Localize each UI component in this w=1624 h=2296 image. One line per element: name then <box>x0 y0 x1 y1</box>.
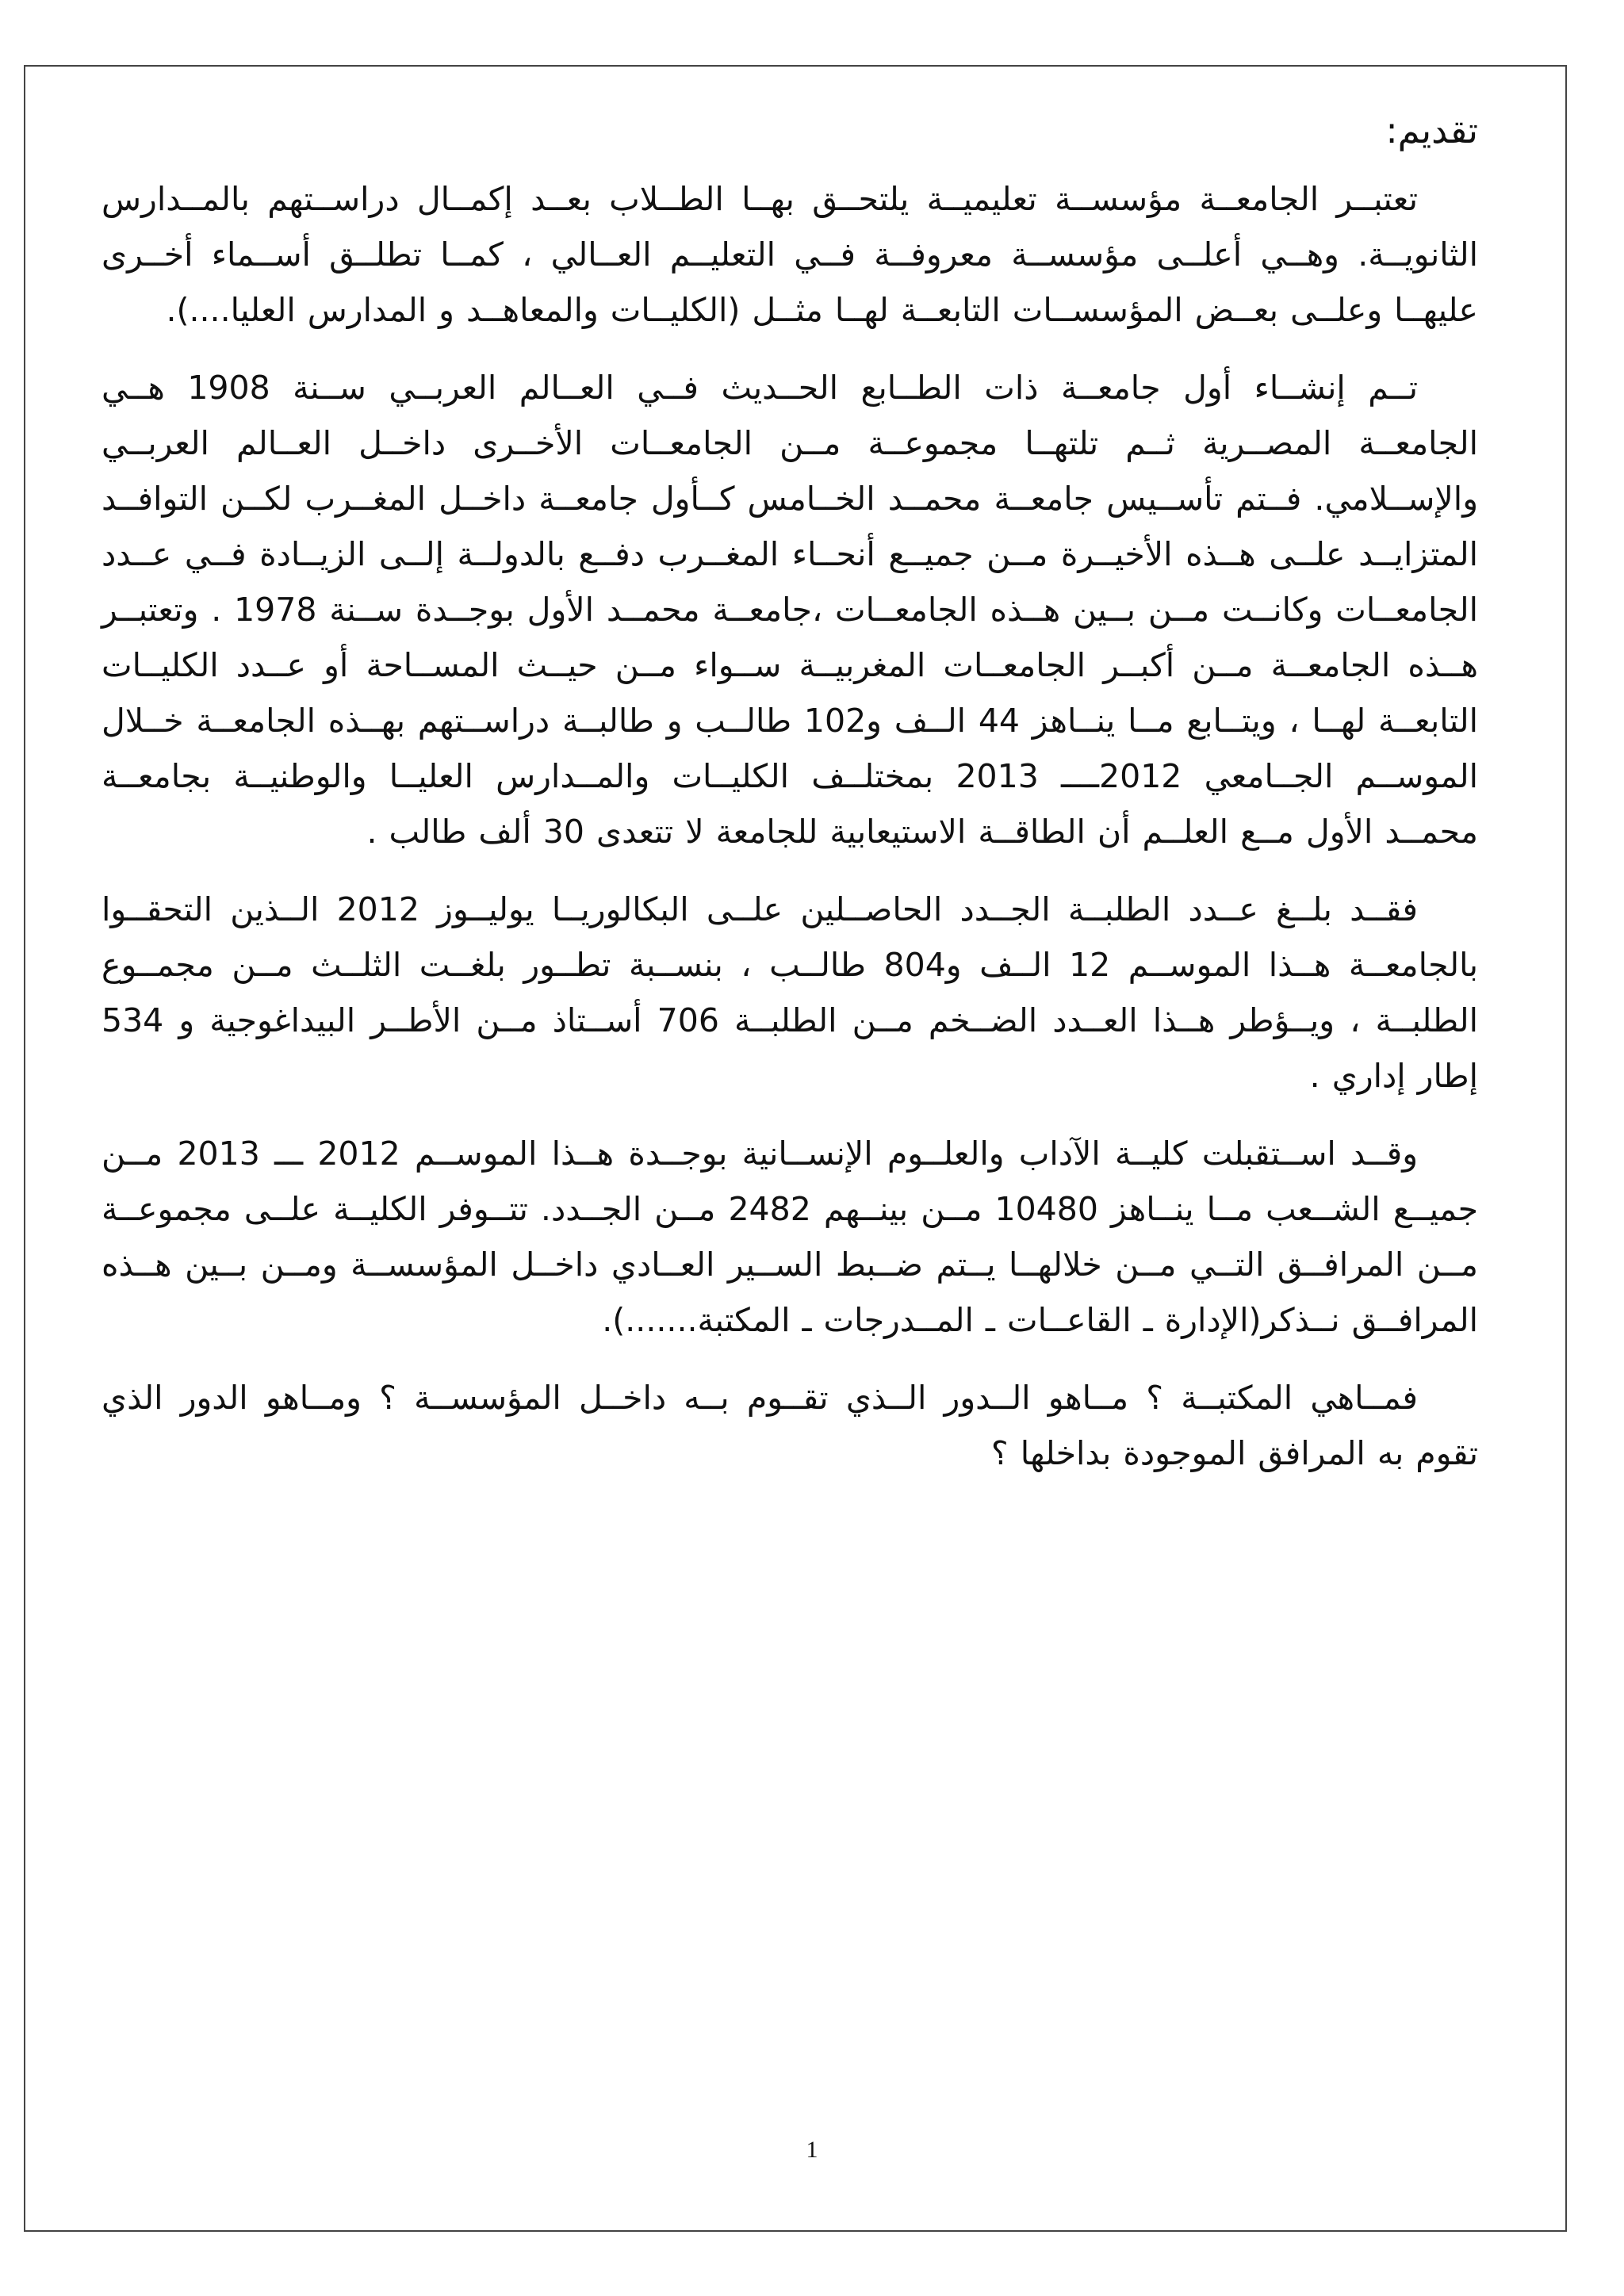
paragraph-introduction: تعتبــر الجامعــة مؤسســة تعليميــة يلتحــق بهــا الطــلاب بعــد إكمــال دراســتهم بالمــدارس الثانويــة. وهــي أعلــى مؤسســة معروفــة فــي التعليــم العــالي ، كمــا تطلــق أســماء أخــرى عليهــا وعلــى بعــض المؤسســات التابعــة لهــا مثــل (الكليــات والمعاهــد و المدارس العليا....). <box>102 180 1478 329</box>
paragraph-research-questions: فمــاهي المكتبــة ؟ مــاهو الــدور الــذي تقــوم بــه داخــل المؤسســة ؟ ومــاهو الدور الذي تقوم به المرافق الموجودة بداخلها ؟ <box>102 1379 1478 1472</box>
paragraph-new-students: فقــد بلــغ عــدد الطلبــة الجــدد الحاصــلين علــى البكالوريــا يوليــوز 2012 الــذين التحقــوا بالجامعــة هــذا الموســم 12 الــف و804 طالــب ، بنســبة تطــور بلغــت الثلــث مــن مجمــوع الطلبــة ، ويــؤطر هــذا العــدد الضــخم مــن الطلبــة 706 أســتاذ مــن الأطــر البيداغوجية و 534 إطار إداري . <box>102 890 1478 1095</box>
page-number: 1 <box>806 2137 818 2163</box>
paragraph-university-history: تــم إنشــاء أول جامعــة ذات الطــابع الحــديث فــي العــالم العربــي ســنة 1908 هــي الجامعــة المصــرية ثــم تلتهــا مجموعــة مــن الجامعــات الأخــرى داخــل العــالم العربــي والإســلامي. فــتم تأســيس جامعــة محمــد الخــامس كــأول جامعــة داخــل المغــرب لكــن التوافــد المتزايــد علــى هــذه الأخيــرة مــن جميــع أنحــاء المغــرب دفــع بالدولــة إلــى الزيــادة فــي عــدد الجامعــات وكانــت مــن بــين هــذه الجامعــات ،جامعــة محمــد الأول بوجــدة ســنة 1978 . وتعتبــر هــذه الجامعــة مــن أكبــر الجامعــات المغربيــة ســواء مــن حيــث المســاحة أو عــدد الكليــات التابعــة لهــا ، ويتــابع مــا ينــاهز 44 الــف و102 طالــب و طالبــة دراســتهم بهــذه الجامعــة خــلال الموســم الجــامعي 2012ــــ 2013 بمختلــف الكليــات والمــدارس العليــا والوطنيــة بجامعــة محمــد الأول مــع العلــم أن الطاقــة الاستيعابية للجامعة لا تتعدى 30 ألف طالب . <box>102 369 1478 851</box>
document-body <box>102 103 1478 1503</box>
paragraph-faculty-facilities: وقــد اســتقبلت كليــة الآداب والعلــوم الإنســانية بوجــدة هــذا الموســم 2012 ـــ 2013 مــن جميــع الشــعب مــا ينــاهز 10480 مــن بينــهم 2482 مــن الجــدد. تتــوفر الكليــة علــى مجموعــة مــن المرافــق التــي مــن خلالهــا يــتم ضــبط الســير العــادي داخــل المؤسســة ومــن بــين هــذه المرافــق نــذكر(الإدارة ـ القاعــات ـ المــدرجات ـ المكتبة.......). <box>102 1135 1478 1339</box>
document-heading: تقديم: <box>1385 109 1478 151</box>
